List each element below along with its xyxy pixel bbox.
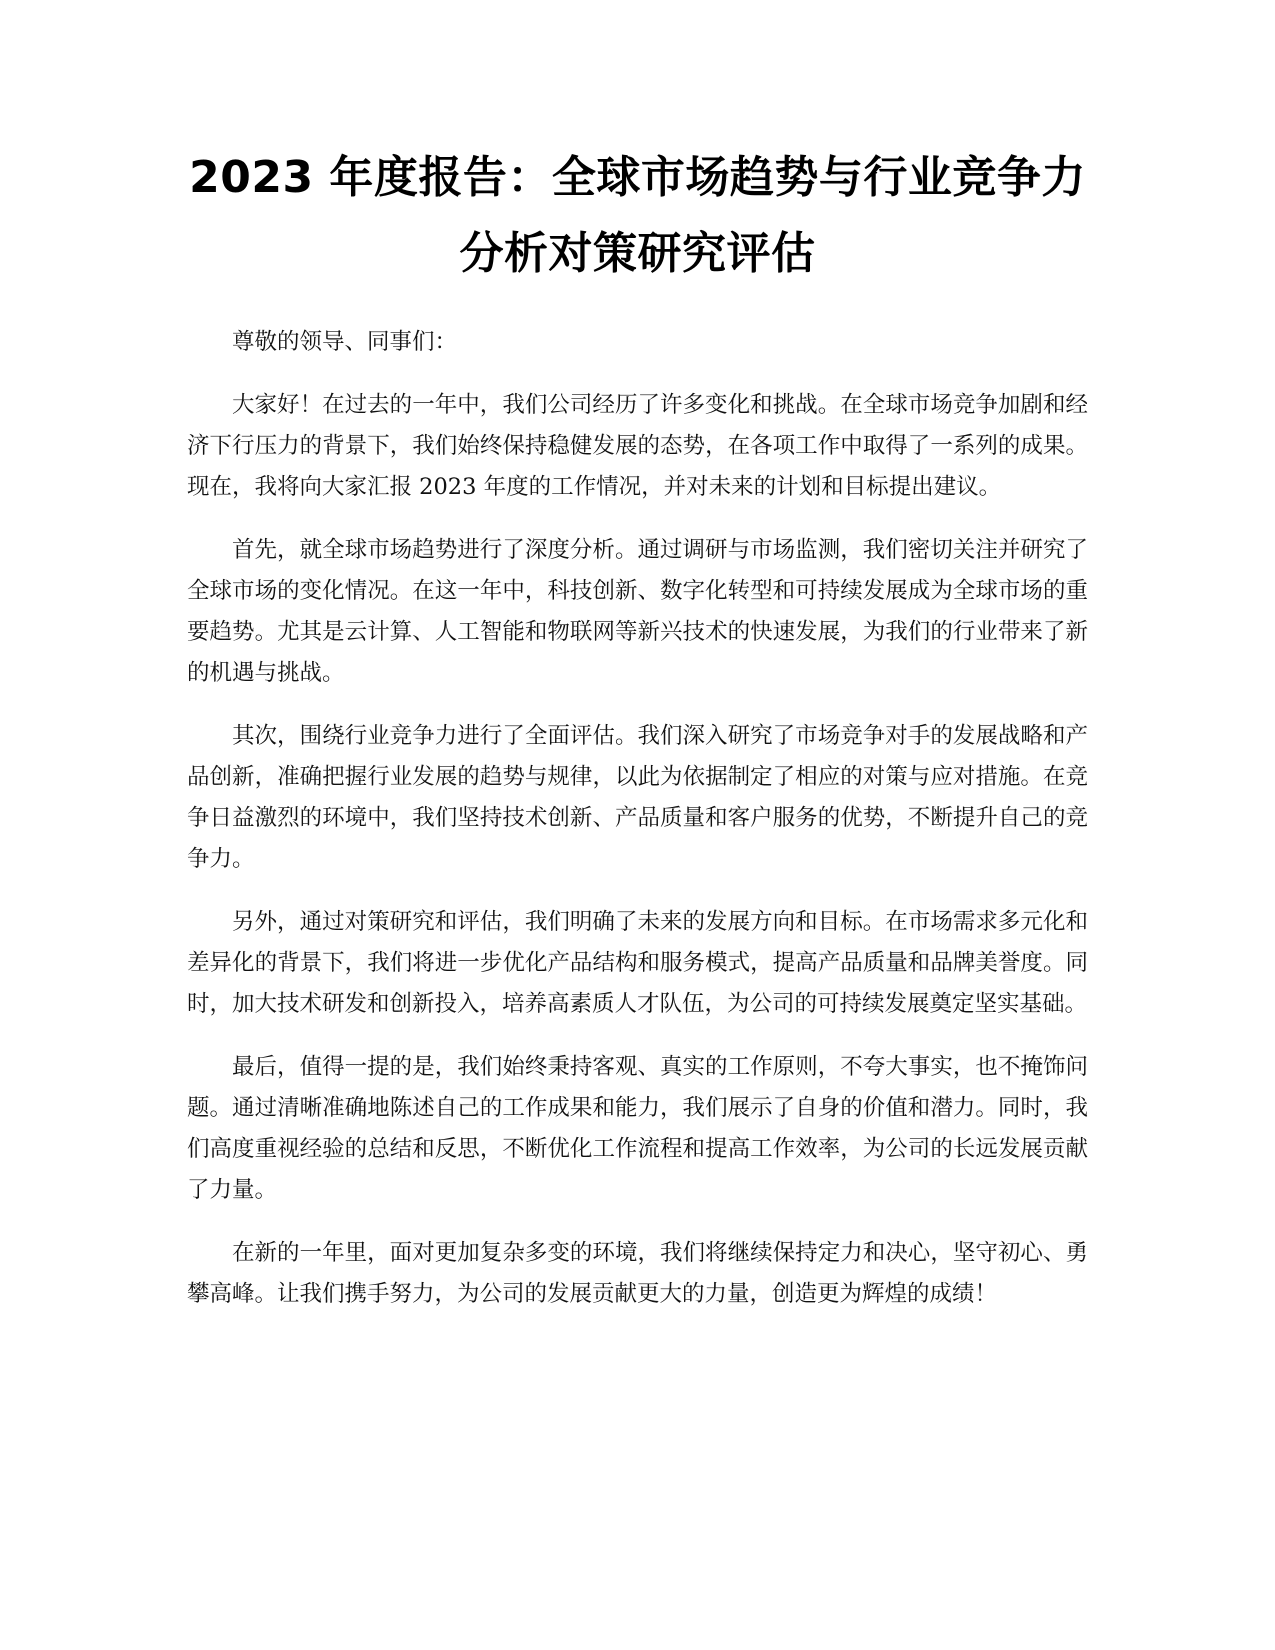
title-line-2: 分析对策研究评估	[459, 228, 816, 279]
principles-paragraph: 最后，值得一提的是，我们始终秉持客观、真实的工作原则，不夸大事实，也不掩饰问题。通过清晰准确地陈述自己的工作成果和能力，我们展示了自身的价值和潜力。同时，我们高度重视经验的总结和反思，不断优化工作流程和提高工作效率，为公司的长远发展贡献了力量。	[187, 1054, 1088, 1203]
document-title	[187, 140, 1088, 292]
intro-paragraph: 大家好！在过去的一年中，我们公司经历了许多变化和挑战。在全球市场竞争加剧和经济下行压力的背景下，我们始终保持稳健发展的态势，在各项工作中取得了一系列的成果。现在，我将向大家汇报 2023 年度的工作情况，并对未来的计划和目标提出建议。	[187, 392, 1088, 500]
document-body	[187, 322, 1088, 1315]
competitiveness-paragraph: 其次，围绕行业竞争力进行了全面评估。我们深入研究了市场竞争对手的发展战略和产品创新，准确把握行业发展的趋势与规律，以此为依据制定了相应的对策与应对措施。在竞争日益激烈的环境中，我们坚持技术创新、产品质量和客户服务的优势，不断提升自己的竞争力。	[187, 723, 1088, 872]
market-trends-paragraph: 首先，就全球市场趋势进行了深度分析。通过调研与市场监测，我们密切关注并研究了全球市场的变化情况。在这一年中，科技创新、数字化转型和可持续发展成为全球市场的重要趋势。尤其是云计算、人工智能和物联网等新兴技术的快速发展，为我们的行业带来了新的机遇与挑战。	[187, 537, 1088, 686]
title-line-1: 2023 年度报告：全球市场趋势与行业竞争力	[189, 152, 1086, 203]
strategy-paragraph: 另外，通过对策研究和评估，我们明确了未来的发展方向和目标。在市场需求多元化和差异化的背景下，我们将进一步优化产品结构和服务模式，提高产品质量和品牌美誉度。同时，加大技术研发和创新投入，培养高素质人才队伍，为公司的可持续发展奠定坚实基础。	[187, 909, 1088, 1017]
salutation-paragraph: 尊敬的领导、同事们：	[232, 329, 458, 355]
closing-paragraph: 在新的一年里，面对更加复杂多变的环境，我们将继续保持定力和决心，坚守初心、勇攀高峰。让我们携手努力，为公司的发展贡献更大的力量，创造更为辉煌的成绩！	[187, 1240, 1088, 1307]
